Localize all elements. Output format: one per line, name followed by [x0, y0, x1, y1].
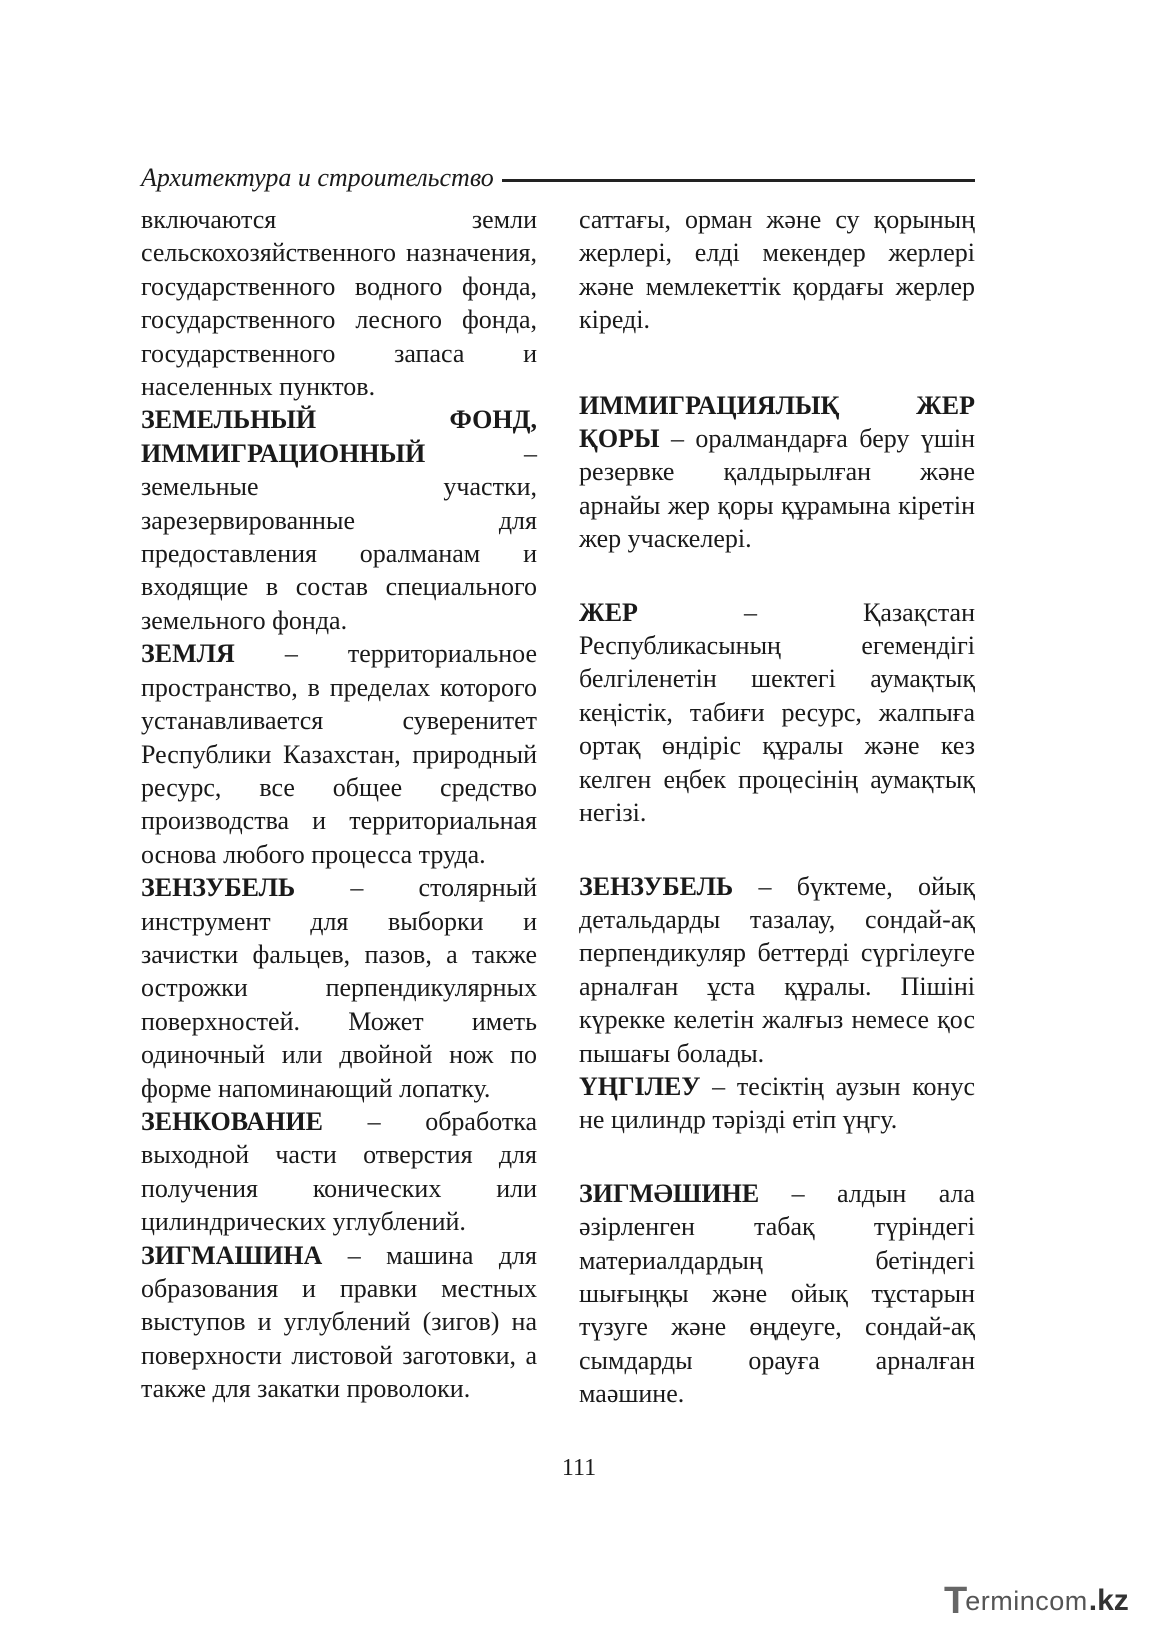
entry-zemlya: ЗЕМЛЯ – территориальное пространство, в пределах которого устанавливается суверенитет Республики Казахстан, природный ресурс, все общее средство производства и территориальная основа любого процесса труда.	[141, 639, 537, 869]
continued-entry-kz: саттағы, орман және су қорының жерлері, елді мекендер жерлері және мемлекеттік қордағы жерлер кіреді.	[579, 205, 975, 335]
running-head-rule	[502, 179, 975, 182]
running-head-title: Архитектура и строительство	[141, 163, 494, 192]
entry-zenkovanie: ЗЕНКОВАНИЕ – обработка выходной части отверстия для получения конических или цилиндрических углублений.	[141, 1106, 537, 1237]
logo-domain: .kz	[1088, 1584, 1129, 1617]
entry-zher: ЖЕР – Қазақстан Республикасының егемендігі белгіленетін шектегі аумақтық кеңістік, табиғи ресурс, жалпыға ортақ өндіріс құралы және кез келген еңбек процесінің аумақтық негізі.	[579, 597, 975, 828]
running-head	[141, 160, 975, 196]
entry-zenzubel: ЗЕНЗУБЕЛЬ – столярный инструмент для выборки и зачистки фальцев, пазов, а также острожки перпендикулярных поверхностей. Может иметь одиночный или двойной нож по форме напоминающий лопатку.	[141, 873, 537, 1103]
entry-immigraciyalyk: ИММИГРАЦИЯЛЫҚ ЖЕР ҚОРЫ – оралмандарға беру үшін резервке қалдырылған және арнайы жер қоры құрамына кіретін жер учаскелері.	[579, 390, 975, 554]
entry-zigmashine: ЗИГМӘШИНЕ – алдын ала әзірленген табақ түріндегі материалдардың бетіндегі шығыңқы және ойық тұстарын түзуге және өңдеуге, сондай-ақ сымдарды орауға арналған маәшине.	[579, 1178, 975, 1409]
right-column	[579, 203, 975, 1411]
termincom-logo	[944, 1578, 1129, 1624]
entry-ungileu: ҮҢГІЛЕУ – тесіктің аузын конус не цилиндр тәрізді етіп үңгу.	[579, 1071, 975, 1135]
continued-entry: включаются земли сельскохозяйственного назначения, государственного водного фонда, государственного лесного фонда, государственного запаса и населенных пунктов.	[141, 205, 537, 402]
left-column	[141, 203, 537, 1406]
entry-zenzubel-kz: ЗЕНЗУБЕЛЬ – бүктеме, ойық детальдарды тазалау, сондай-ақ перпендикуляр беттерді сүргілеуге арналған ұста құралы. Пішіні күрекке келетін жалғыз немесе қос пышағы болады.	[579, 871, 975, 1068]
entry-zemelny-fond: ЗЕМЕЛЬНЫЙ ФОНД, ИММИГРАЦИОННЫЙ – земельные участки, зарезервированные для предоставления оралманам и входящие в состав специального земельного фонда.	[141, 405, 537, 635]
logo-text: ermincom	[965, 1585, 1088, 1616]
entry-zigmashina: ЗИГМАШИНА – машина для образования и правки местных выступов и углублений (зигов) на поверхности листовой заготовки, а также для закатки проволоки.	[141, 1240, 537, 1404]
logo-t: T	[944, 1579, 968, 1622]
page-number: 111	[561, 1455, 597, 1481]
